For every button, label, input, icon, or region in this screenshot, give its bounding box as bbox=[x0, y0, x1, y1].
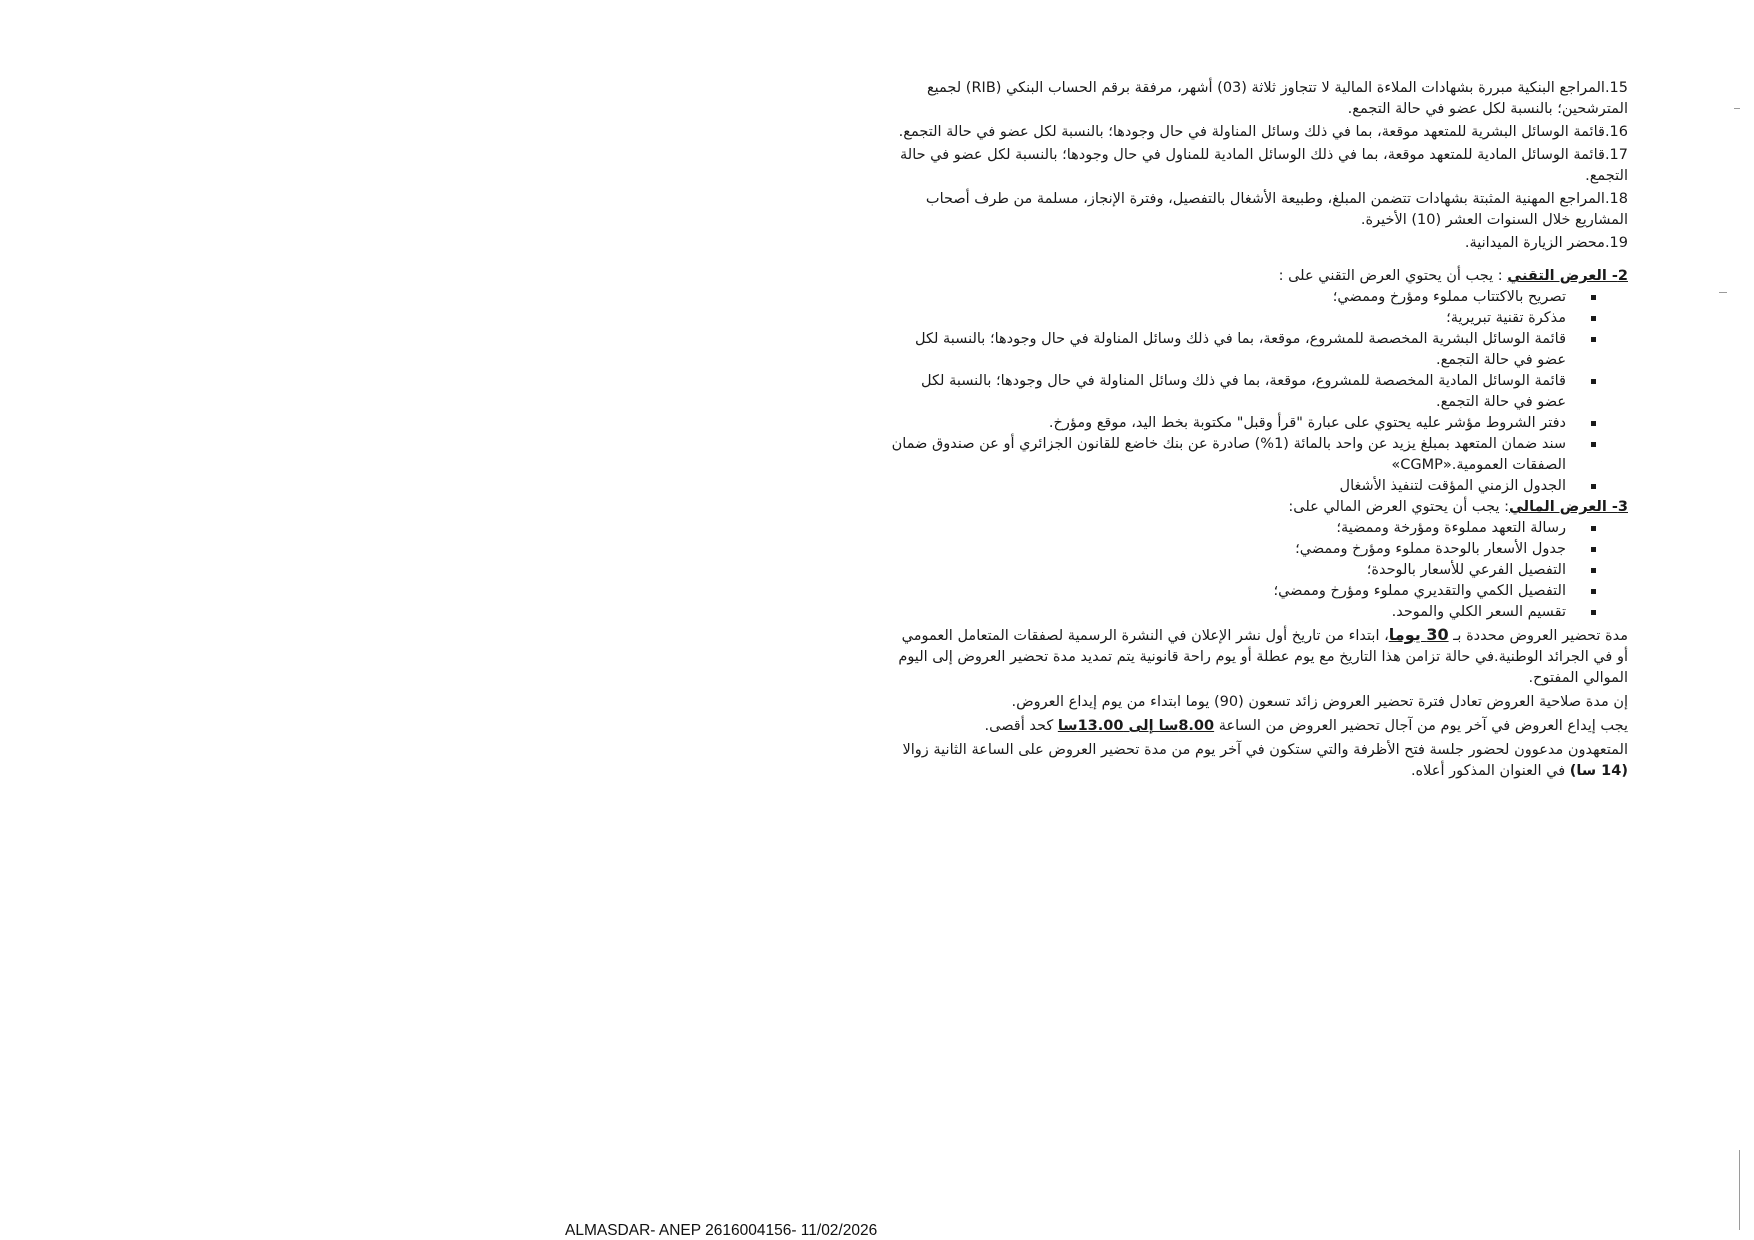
requirement-item bbox=[888, 122, 1628, 143]
item-text: قائمة الوسائل البشرية للمتعهد موقعة، بما في ذلك وسائل المناولة في حال وجودها؛ بالنسبة لكل عضو في حالة التجمع. bbox=[898, 124, 1605, 140]
technical-offer-list bbox=[888, 287, 1628, 497]
technical-offer-section bbox=[888, 266, 1628, 497]
duration-text-start: مدة تحضير العروض محددة بـ bbox=[1448, 628, 1628, 644]
bullet-item: سند ضمان المتعهد بمبلغ يزيد عن واحد بالمائة (1%) صادرة عن بنك خاضع للقانون الجزائري أو عن صندوق ضمان الصفقات العمومية.«CGMP» bbox=[888, 434, 1566, 476]
scan-mark bbox=[1734, 108, 1740, 109]
financial-offer-list bbox=[888, 518, 1628, 623]
technical-offer-heading bbox=[888, 266, 1628, 287]
deposit-text-end: كحد أقصى. bbox=[984, 718, 1058, 734]
deposit-time: 8.00سا إلى 13.00سا bbox=[1057, 718, 1215, 734]
notes-section bbox=[888, 624, 1628, 782]
bullet-item: الجدول الزمني المؤقت لتنفيذ الأشغال bbox=[888, 476, 1566, 497]
item-number: 19. bbox=[1604, 235, 1628, 251]
financial-offer-section bbox=[888, 497, 1628, 623]
item-text: المراجع البنكية مبررة بشهادات الملاءة المالية لا تتجاوز ثلاثة (03) أشهر، مرفقة برقم الحساب البنكي (RIB) لجميع المترشحين؛ بالنسبة لكل عضو في حالة التجمع. bbox=[926, 80, 1628, 117]
item-number: 15. bbox=[1604, 80, 1628, 96]
technical-offer-intro: : يجب أن يحتوي العرض التقني على : bbox=[1278, 268, 1508, 284]
validity-note: إن مدة صلاحية العروض تعادل فترة تحضير العروض زائد تسعون (90) يوما ابتداء من يوم إيداع العروض. bbox=[1011, 694, 1628, 710]
item-number: 16. bbox=[1604, 124, 1628, 140]
item-number: 18. bbox=[1604, 191, 1628, 207]
requirements-list bbox=[888, 78, 1628, 254]
opening-time: (14 سا) bbox=[1569, 763, 1628, 779]
bullet-item: رسالة التعهد مملوءة ومؤرخة وممضية؛ bbox=[888, 518, 1566, 539]
bullet-item: تصريح بالاكتتاب مملوء ومؤرخ وممضي؛ bbox=[888, 287, 1566, 308]
bullet-item: مذكرة تقنية تبريرية؛ bbox=[888, 308, 1566, 329]
bullet-item: قائمة الوسائل المادية المخصصة للمشروع، موقعة، بما في ذلك وسائل المناولة في حال وجودها؛ بالنسبة لكل عضو في حالة التجمع. bbox=[888, 371, 1566, 413]
bullet-item: تقسيم السعر الكلي والموحد. bbox=[888, 602, 1566, 623]
duration-value: 30 يوما bbox=[1388, 625, 1449, 644]
bullet-item: دفتر الشروط مؤشر عليه يحتوي على عبارة "قرأ وقبل" مكتوبة بخط اليد، موقع ومؤرخ. bbox=[888, 413, 1566, 434]
item-text: محضر الزيارة الميدانية. bbox=[1464, 235, 1605, 251]
deposit-text-start: يجب إيداع العروض في آخر يوم من آجال تحضير العروض من الساعة bbox=[1214, 718, 1628, 734]
item-text: قائمة الوسائل المادية للمتعهد موقعة، بما في ذلك الوسائل المادية للمناول في حال وجودها؛ بالنسبة لكل عضو في حالة التجمع. bbox=[900, 147, 1628, 184]
financial-offer-intro: : يجب أن يحتوي العرض المالي على: bbox=[1288, 499, 1509, 515]
bullet-item: التفصيل الكمي والتقديري مملوء ومؤرخ وممضي؛ bbox=[888, 581, 1566, 602]
opening-text-end: في العنوان المذكور أعلاه. bbox=[1410, 763, 1570, 779]
requirement-item bbox=[888, 78, 1628, 120]
bullet-item: جدول الأسعار بالوحدة مملوء ومؤرخ وممضي؛ bbox=[888, 539, 1566, 560]
financial-offer-title: 3- العرض المالي bbox=[1508, 499, 1628, 515]
preparation-duration-note bbox=[888, 624, 1628, 689]
item-number: 17. bbox=[1604, 147, 1628, 163]
duration-text-end: ، ابتداء من تاريخ أول نشر الإعلان في النشرة الرسمية لصفقات المتعامل العمومي أو في الجرائد الوطنية.في حالة تزامن هذا التاريخ مع يوم عطلة أو يوم راحة قانونية يتم تمديد مدة تحضير العروض إلى اليوم الموالي المفتوح. bbox=[898, 628, 1628, 686]
publication-footer: ALMASDAR- ANEP 2616004156- 11/02/2026 bbox=[565, 1222, 878, 1239]
item-text: المراجع المهنية المثبتة بشهادات تتضمن المبلغ، وطبيعة الأشغال بالتفصيل، وفترة الإنجاز، مسلمة من طرف أصحاب المشاريع خلال السنوات العشر (10) الأخيرة. bbox=[925, 191, 1628, 228]
requirement-item bbox=[888, 189, 1628, 231]
scan-mark bbox=[1719, 292, 1727, 293]
requirement-item bbox=[888, 233, 1628, 254]
technical-offer-title: 2- العرض التقني bbox=[1507, 268, 1628, 284]
opening-session-note bbox=[888, 740, 1628, 782]
scan-mark bbox=[1739, 1150, 1740, 1230]
financial-offer-heading bbox=[888, 497, 1628, 518]
document-body bbox=[888, 78, 1628, 785]
bullet-item: التفصيل الفرعي للأسعار بالوحدة؛ bbox=[888, 560, 1566, 581]
deposit-note bbox=[888, 716, 1628, 737]
requirement-item bbox=[888, 145, 1628, 187]
opening-text-start: المتعهدون مدعوون لحضور جلسة فتح الأظرفة والتي ستكون في آخر يوم من مدة تحضير العروض على الساعة الثانية زوالا bbox=[902, 742, 1628, 758]
bullet-item: قائمة الوسائل البشرية المخصصة للمشروع، موقعة، بما في ذلك وسائل المناولة في حال وجودها؛ بالنسبة لكل عضو في حالة التجمع. bbox=[888, 329, 1566, 371]
